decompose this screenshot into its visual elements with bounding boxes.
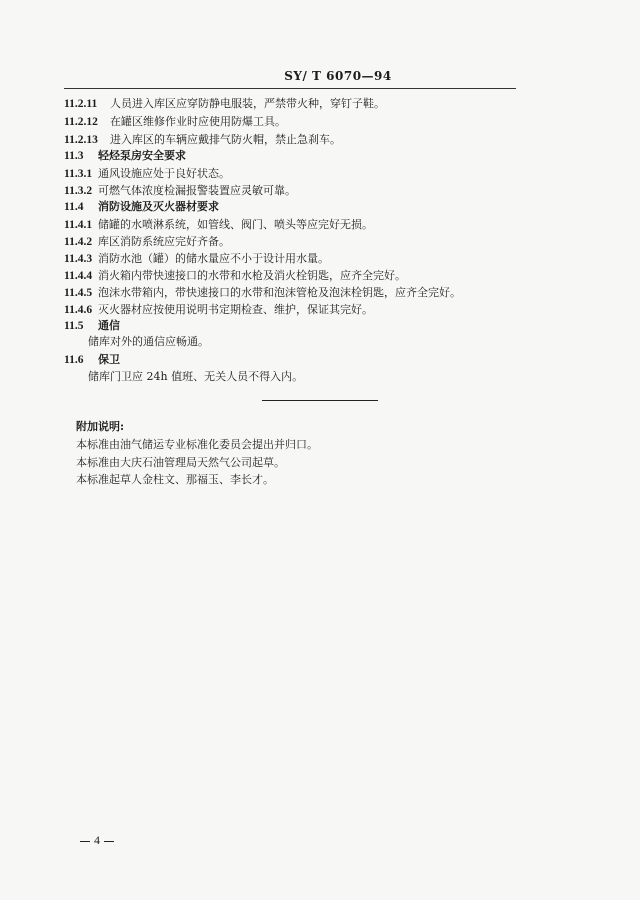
notes-title: 附加说明: — [76, 420, 125, 433]
clause-text: 通风设施应处于良好状态。 — [98, 167, 230, 180]
section-11-5-body: 储库对外的通信应畅通。 — [88, 335, 209, 348]
clause-11-2-13 — [64, 132, 341, 148]
clause-text: 可燃气体浓度检漏报警装置应灵敏可靠。 — [98, 184, 296, 197]
clause-number: 11.2.11 — [64, 98, 98, 110]
section-number: 11.5 — [64, 320, 84, 332]
section-title: 轻烃泵房安全要求 — [98, 149, 186, 162]
clause-number: 11.3.1 — [64, 168, 93, 180]
clause-number: 11.4.6 — [64, 304, 93, 316]
clause-text: 储罐的水喷淋系统，如管线、阀门、喷头等应完好无损。 — [98, 218, 373, 231]
page-footer — [76, 833, 118, 848]
clause-number: 11.4.3 — [64, 253, 93, 265]
section-11-6-body: 储库门卫应 24h 值班、无关人员不得入内。 — [88, 370, 304, 383]
section-number: 11.3 — [64, 150, 84, 162]
section-number: 11.6 — [64, 354, 84, 366]
section-11-5-heading — [64, 318, 120, 334]
clause-number: 11.3.2 — [64, 185, 93, 197]
clause-11-4-2 — [64, 234, 230, 250]
section-title: 保卫 — [98, 353, 120, 366]
section-title: 消防设施及灭火器材要求 — [98, 200, 219, 213]
clause-11-4-5 — [64, 285, 461, 301]
clause-number: 11.2.13 — [64, 134, 98, 146]
standard-code-header: SY/ T 6070—94 — [284, 69, 392, 83]
clause-number: 11.4.2 — [64, 236, 93, 248]
clause-text: 消防水池（罐）的储水量应不小于设计用水量。 — [98, 252, 329, 265]
clause-text: 人员进入库区应穿防静电服装，严禁带火种，穿钉子鞋。 — [110, 97, 385, 110]
footer-dash-left — [80, 841, 90, 842]
section-11-6-heading — [64, 352, 120, 368]
notes-line: 本标准起草人金柱文、那福玉、李长才。 — [76, 473, 274, 486]
end-separator-rule — [262, 400, 378, 401]
clause-11-4-3 — [64, 251, 329, 267]
notes-line: 本标准由油气储运专业标准化委员会提出并归口。 — [76, 438, 318, 451]
clause-text: 灭火器材应按使用说明书定期检查、维护，保证其完好。 — [98, 303, 373, 316]
clause-11-4-6 — [64, 302, 373, 318]
clause-number: 11.4.5 — [64, 287, 93, 299]
section-title: 通信 — [98, 319, 120, 332]
page-number: 4 — [94, 833, 100, 847]
clause-11-3-1 — [64, 166, 230, 182]
clause-text: 泡沫水带箱内，带快速接口的水带和泡沫管枪及泡沫栓钥匙，应齐全完好。 — [98, 286, 461, 299]
clause-number: 11.2.12 — [64, 116, 98, 128]
notes-line: 本标准由大庆石油管理局天然气公司起草。 — [76, 456, 285, 469]
clause-text: 在罐区维修作业时应使用防爆工具。 — [110, 115, 286, 128]
header-rule — [64, 88, 516, 89]
clause-number: 11.4.1 — [64, 219, 93, 231]
clause-11-2-12 — [64, 114, 286, 130]
clause-11-4-4 — [64, 268, 406, 284]
section-11-3-heading — [64, 148, 186, 164]
clause-text: 进入库区的车辆应戴排气防火帽，禁止急刹车。 — [110, 133, 341, 146]
clause-11-3-2 — [64, 183, 296, 199]
section-11-4-heading — [64, 199, 219, 215]
clause-text: 库区消防系统应完好齐备。 — [98, 235, 230, 248]
clause-number: 11.4.4 — [64, 270, 93, 282]
clause-11-2-11 — [64, 96, 385, 112]
section-number: 11.4 — [64, 201, 84, 213]
footer-dash-right — [104, 841, 114, 842]
clause-11-4-1 — [64, 217, 373, 233]
clause-text: 消火箱内带快速接口的水带和水枪及消火栓钥匙，应齐全完好。 — [98, 269, 406, 282]
